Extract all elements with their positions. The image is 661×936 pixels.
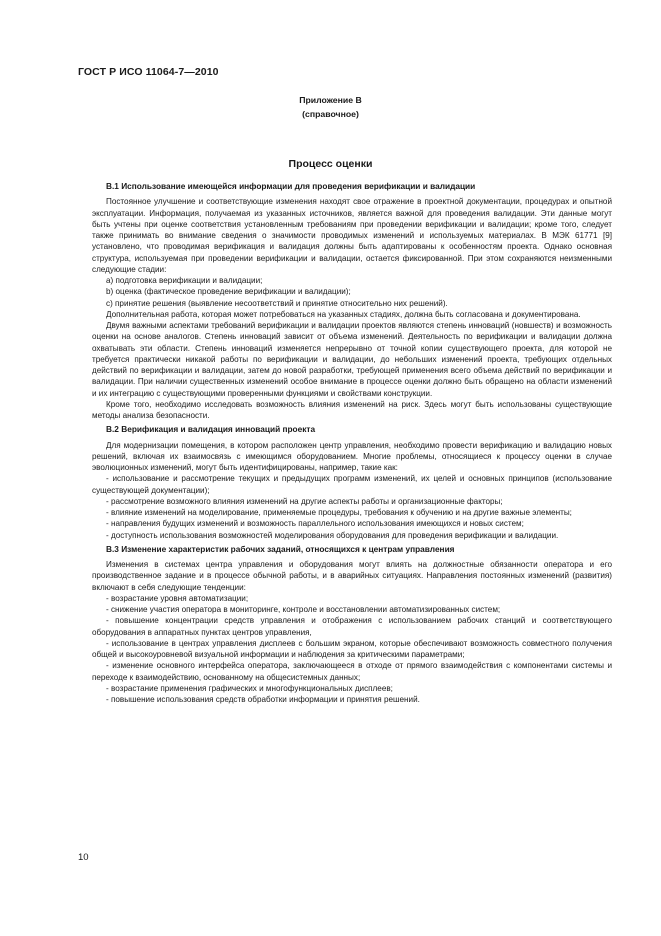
list-item: - повышение использования средств обработки информации и принятия решений. xyxy=(106,695,420,704)
list-b2 xyxy=(92,473,612,541)
list-item: - использование и рассмотрение текущих и предыдущих программ изменений, их целей и основных принципов (использование существующей документации); xyxy=(92,474,612,495)
section-heading-b2: В.2 Верификация и валидация инноваций проекта xyxy=(106,424,316,435)
annex-title: Приложение B xyxy=(299,95,362,105)
list-b1 xyxy=(92,275,612,309)
page-title: Процесс оценки xyxy=(288,158,373,170)
annex-subtitle: (справочное) xyxy=(302,109,359,119)
list-item: b) оценка (фактическое проведение верификации и валидации); xyxy=(106,287,351,297)
list-item: - повышение концентрации средств управления и отображения с использованием рабочих станций и соответствующего оборудования в аппаратных пунктах центров управления, xyxy=(92,616,612,637)
paragraph: Изменения в системах центра управления и оборудования могут влиять на должностные обязанности оператора и его производственное задание и в процессе обычной работы, и в аварийных ситуациях. Направления постоянных изменений (развития) включают в себя следующие тенденции: xyxy=(92,560,612,592)
section-heading-b1: В.1 Использование имеющейся информации для проведения верификации и валидации xyxy=(106,181,476,191)
list-item: - возрастание применения графических и многофункциональных дисплеев; xyxy=(106,683,393,693)
list-item: - рассмотрение возможного влияния изменений на другие аспекты работы и организационные факторы; xyxy=(106,496,503,506)
list-item: - влияние изменений на моделирование, применяемые процедуры, требования к обучению и на другие важные элементы; xyxy=(106,508,572,517)
page-number: 10 xyxy=(78,852,89,863)
list-item: - использование в центрах управления дисплеев с большим экраном, которые обеспечивают возможность совместного получения общей и высокоуровневой визуальной информации и наблюдения за критическими параметрами; xyxy=(92,638,612,659)
paragraph: Постоянное улучшение и соответствующие изменения находят свое отражение в проектной документации, процедурах и опытной эксплуатации. Информация, получаемая из указанных источников, является важной для проведения валидации. Эти данные могут быть учтены при оценке соответствия установленным требованиям при проведении верификации и валидации; кроме того, следует также принимать во внимание сведения о значимости проводимых изменений и используемых материалах. В МЭК 61771 [9] установлено, что проводимая верификация и валидация должны быть адаптированы к особенностям проекта. Однако основная структура, используемая при проведении верификации и валидации, остается фиксированной. При этом сохраняются неизменными следующие стадии: xyxy=(92,197,612,274)
paragraph: Кроме того, необходимо исследовать возможность влияния изменений на риск. Здесь могут быть использованы существующие методы анализа безопасности. xyxy=(92,399,612,420)
list-item: - снижение участия оператора в мониторинге, контроле и восстановлении автоматизированных систем; xyxy=(106,605,501,614)
list-item: - возрастание уровня автоматизации; xyxy=(106,593,249,603)
list-item: а) подготовка верификации и валидации; xyxy=(106,276,263,285)
list-item: - доступность использования возможностей моделирования оборудования для проведения верификации и валидации. xyxy=(106,530,559,540)
document-body xyxy=(92,181,612,705)
paragraph: Двумя важными аспектами требований верификации и валидации проектов являются степень инноваций (новшеств) и возможность оценки на основе аналогов. Степень инноваций зависит от объема изменений. Деятельность по верификации и валидации должна охватывать эти области. Степень инноваций изменяется непрерывно от точной копии существующего проекта, для которой не требуется практически никакой работы по верификации и валидации, до небольших изменений проекта, требующих отдельных действий по верификации и валидации, затем до новой разработки, требующей применения всего объема действий по верификации и валидации. При наличии существенных изменений особое внимание в процессе оценки должно быть обращено на области изменений и их интеграцию с существующими проверенными функциями и свойствами конструкции. xyxy=(92,321,612,398)
section-heading-b3: В.3 Изменение характеристик рабочих заданий, относящихся к центрам управления xyxy=(106,543,455,554)
list-item: с) принятие решения (выявление несоответствий и принятие относительно них решений). xyxy=(106,298,448,308)
paragraph: Для модернизации помещения, в котором расположен центр управления, необходимо провести верификацию и валидацию новых решений, включая их взаимосвязь с имеющимся оборудованием. Многие проблемы, относящиеся к процессу оценки в случае эволюционных изменений, могут быть идентифицированы, например, такие как: xyxy=(92,440,612,472)
document-header: ГОСТ Р ИСО 11064-7—2010 xyxy=(78,66,219,78)
list-b3 xyxy=(92,593,612,706)
list-item: - изменение основного интерфейса оператора, заключающееся в отходе от прямого взаимодействия с компонентами системы и переходе к взаимодействию, основанному на общесистемных данных; xyxy=(92,661,612,682)
annex-block xyxy=(0,93,661,121)
paragraph: Дополнительная работа, которая может потребоваться на указанных стадиях, должна быть согласована и документирована. xyxy=(106,309,581,319)
list-item: - направления будущих изменений и возможность параллельного использования имеющихся и новых систем; xyxy=(106,519,524,529)
